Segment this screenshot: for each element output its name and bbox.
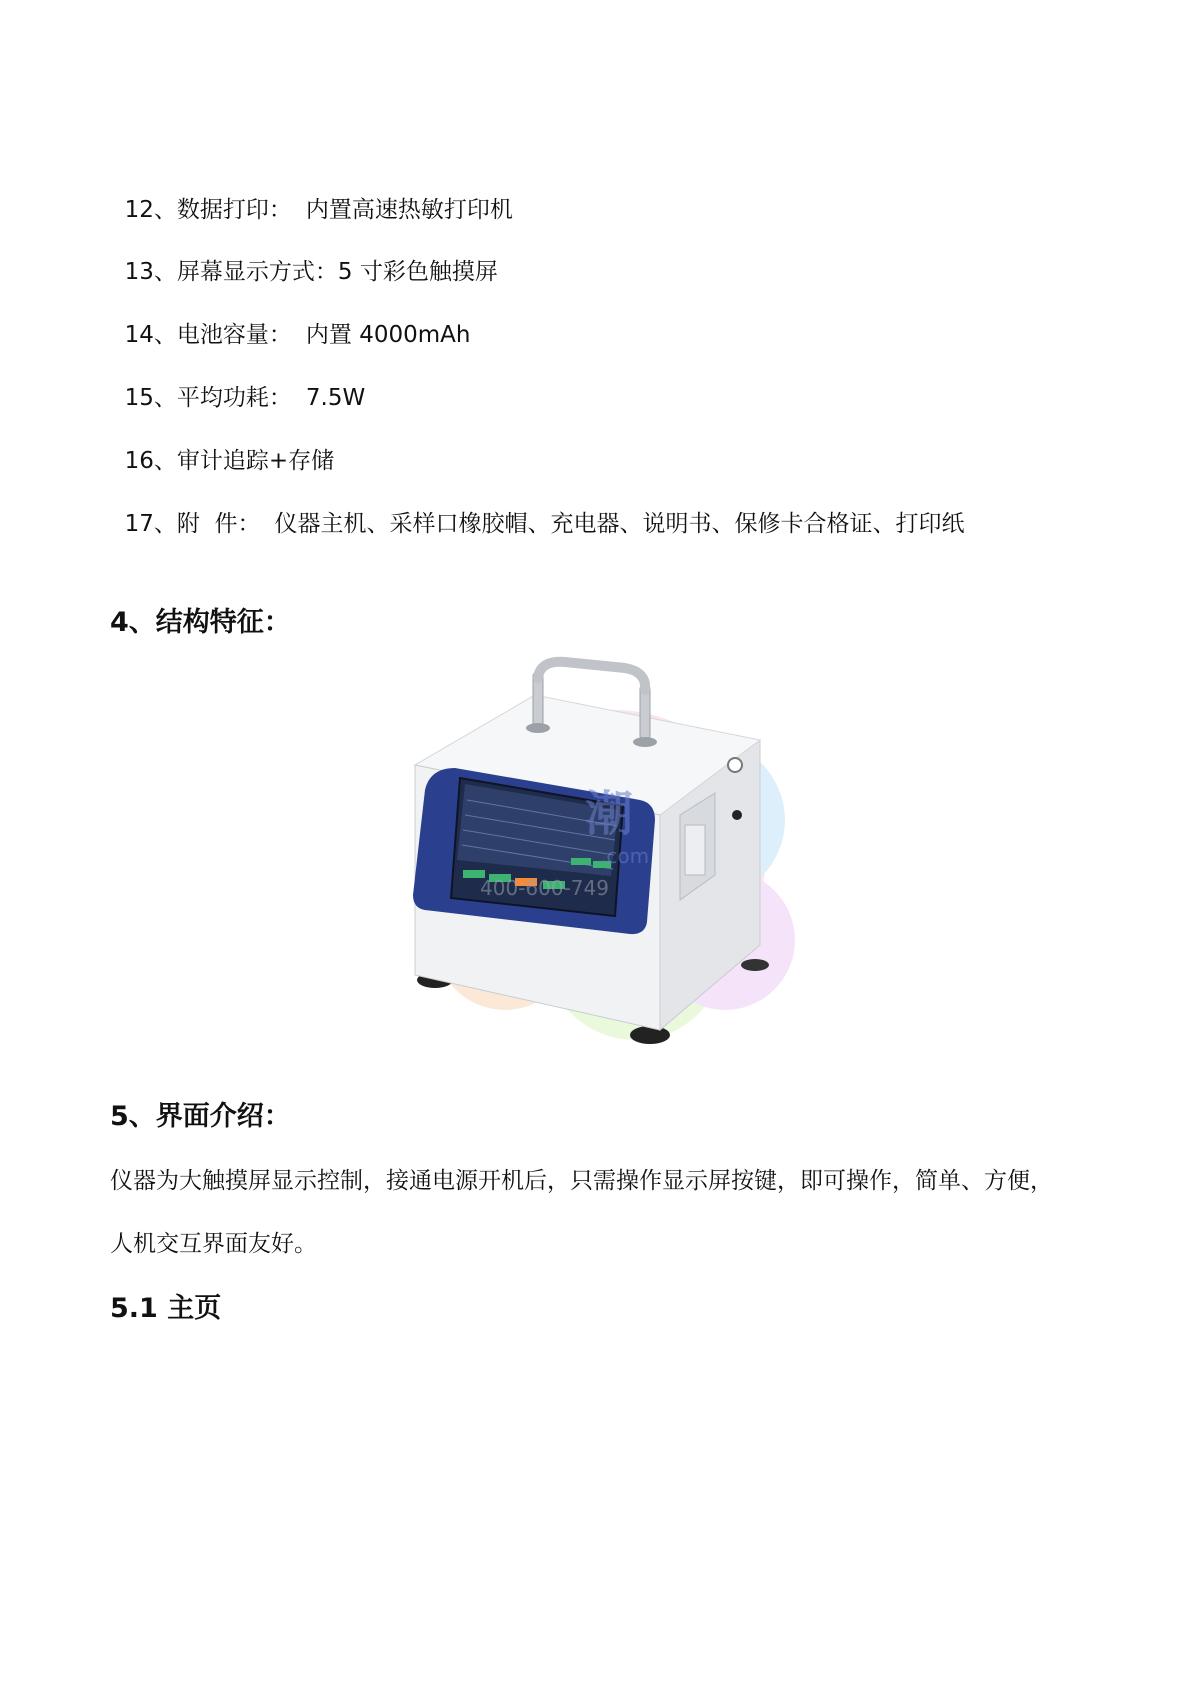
spec-label: 平均功耗：: [176, 385, 292, 411]
watermark-url: .com: [600, 844, 650, 868]
spec-label: 电池容量：: [176, 322, 292, 348]
spec-label: 审计追踪+存储: [176, 448, 335, 474]
spec-item-17: [110, 479, 965, 539]
spec-item-12: [110, 165, 513, 225]
spec-label: 附 件：: [176, 511, 261, 537]
spec-number: 16、: [124, 448, 177, 474]
spec-label: 屏幕显示方式：: [176, 259, 338, 285]
power-connector-icon: [728, 758, 742, 772]
watermark-phone: 400-600-749: [480, 876, 609, 900]
spec-number: 12、: [124, 197, 177, 223]
spec-value: 仪器主机、采样口橡胶帽、充电器、说明书、保修卡合格证、打印纸: [274, 511, 965, 537]
power-button-icon: [732, 810, 742, 820]
watermark-logo: 潮: [585, 786, 634, 842]
device-foot-back: [741, 959, 769, 971]
spec-number: 15、: [124, 385, 177, 411]
product-image: [385, 650, 825, 1070]
spec-number: 14、: [124, 322, 177, 348]
spec-item-14: [110, 290, 470, 350]
section-5-paragraph-line-1: 仪器为大触摸屏显示控制，接通电源开机后，只需操作显示屏按键，即可操作，简单、方便，: [110, 1168, 1053, 1194]
spec-value: 7.5W: [305, 385, 366, 411]
section-5-heading: 5、界面介绍：: [110, 1101, 291, 1132]
spec-number: 17、: [124, 511, 177, 537]
spec-item-15: [110, 353, 365, 413]
spec-label: 数据打印：: [176, 197, 292, 223]
device-foot-right: [630, 1026, 670, 1044]
section-5-1-heading: 5.1 主页: [110, 1293, 222, 1324]
spec-value: 内置高速热敏打印机: [305, 197, 513, 223]
spec-item-13: [110, 227, 498, 287]
spec-number: 13、: [124, 259, 177, 285]
spec-value: 内置 4000mAh: [305, 322, 471, 348]
section-4-heading: 4、结构特征：: [110, 607, 291, 638]
spec-item-16: [110, 416, 334, 476]
spec-value: 5 寸彩色触摸屏: [337, 259, 498, 285]
section-5-paragraph-line-2: 人机交互界面友好。: [110, 1231, 317, 1257]
